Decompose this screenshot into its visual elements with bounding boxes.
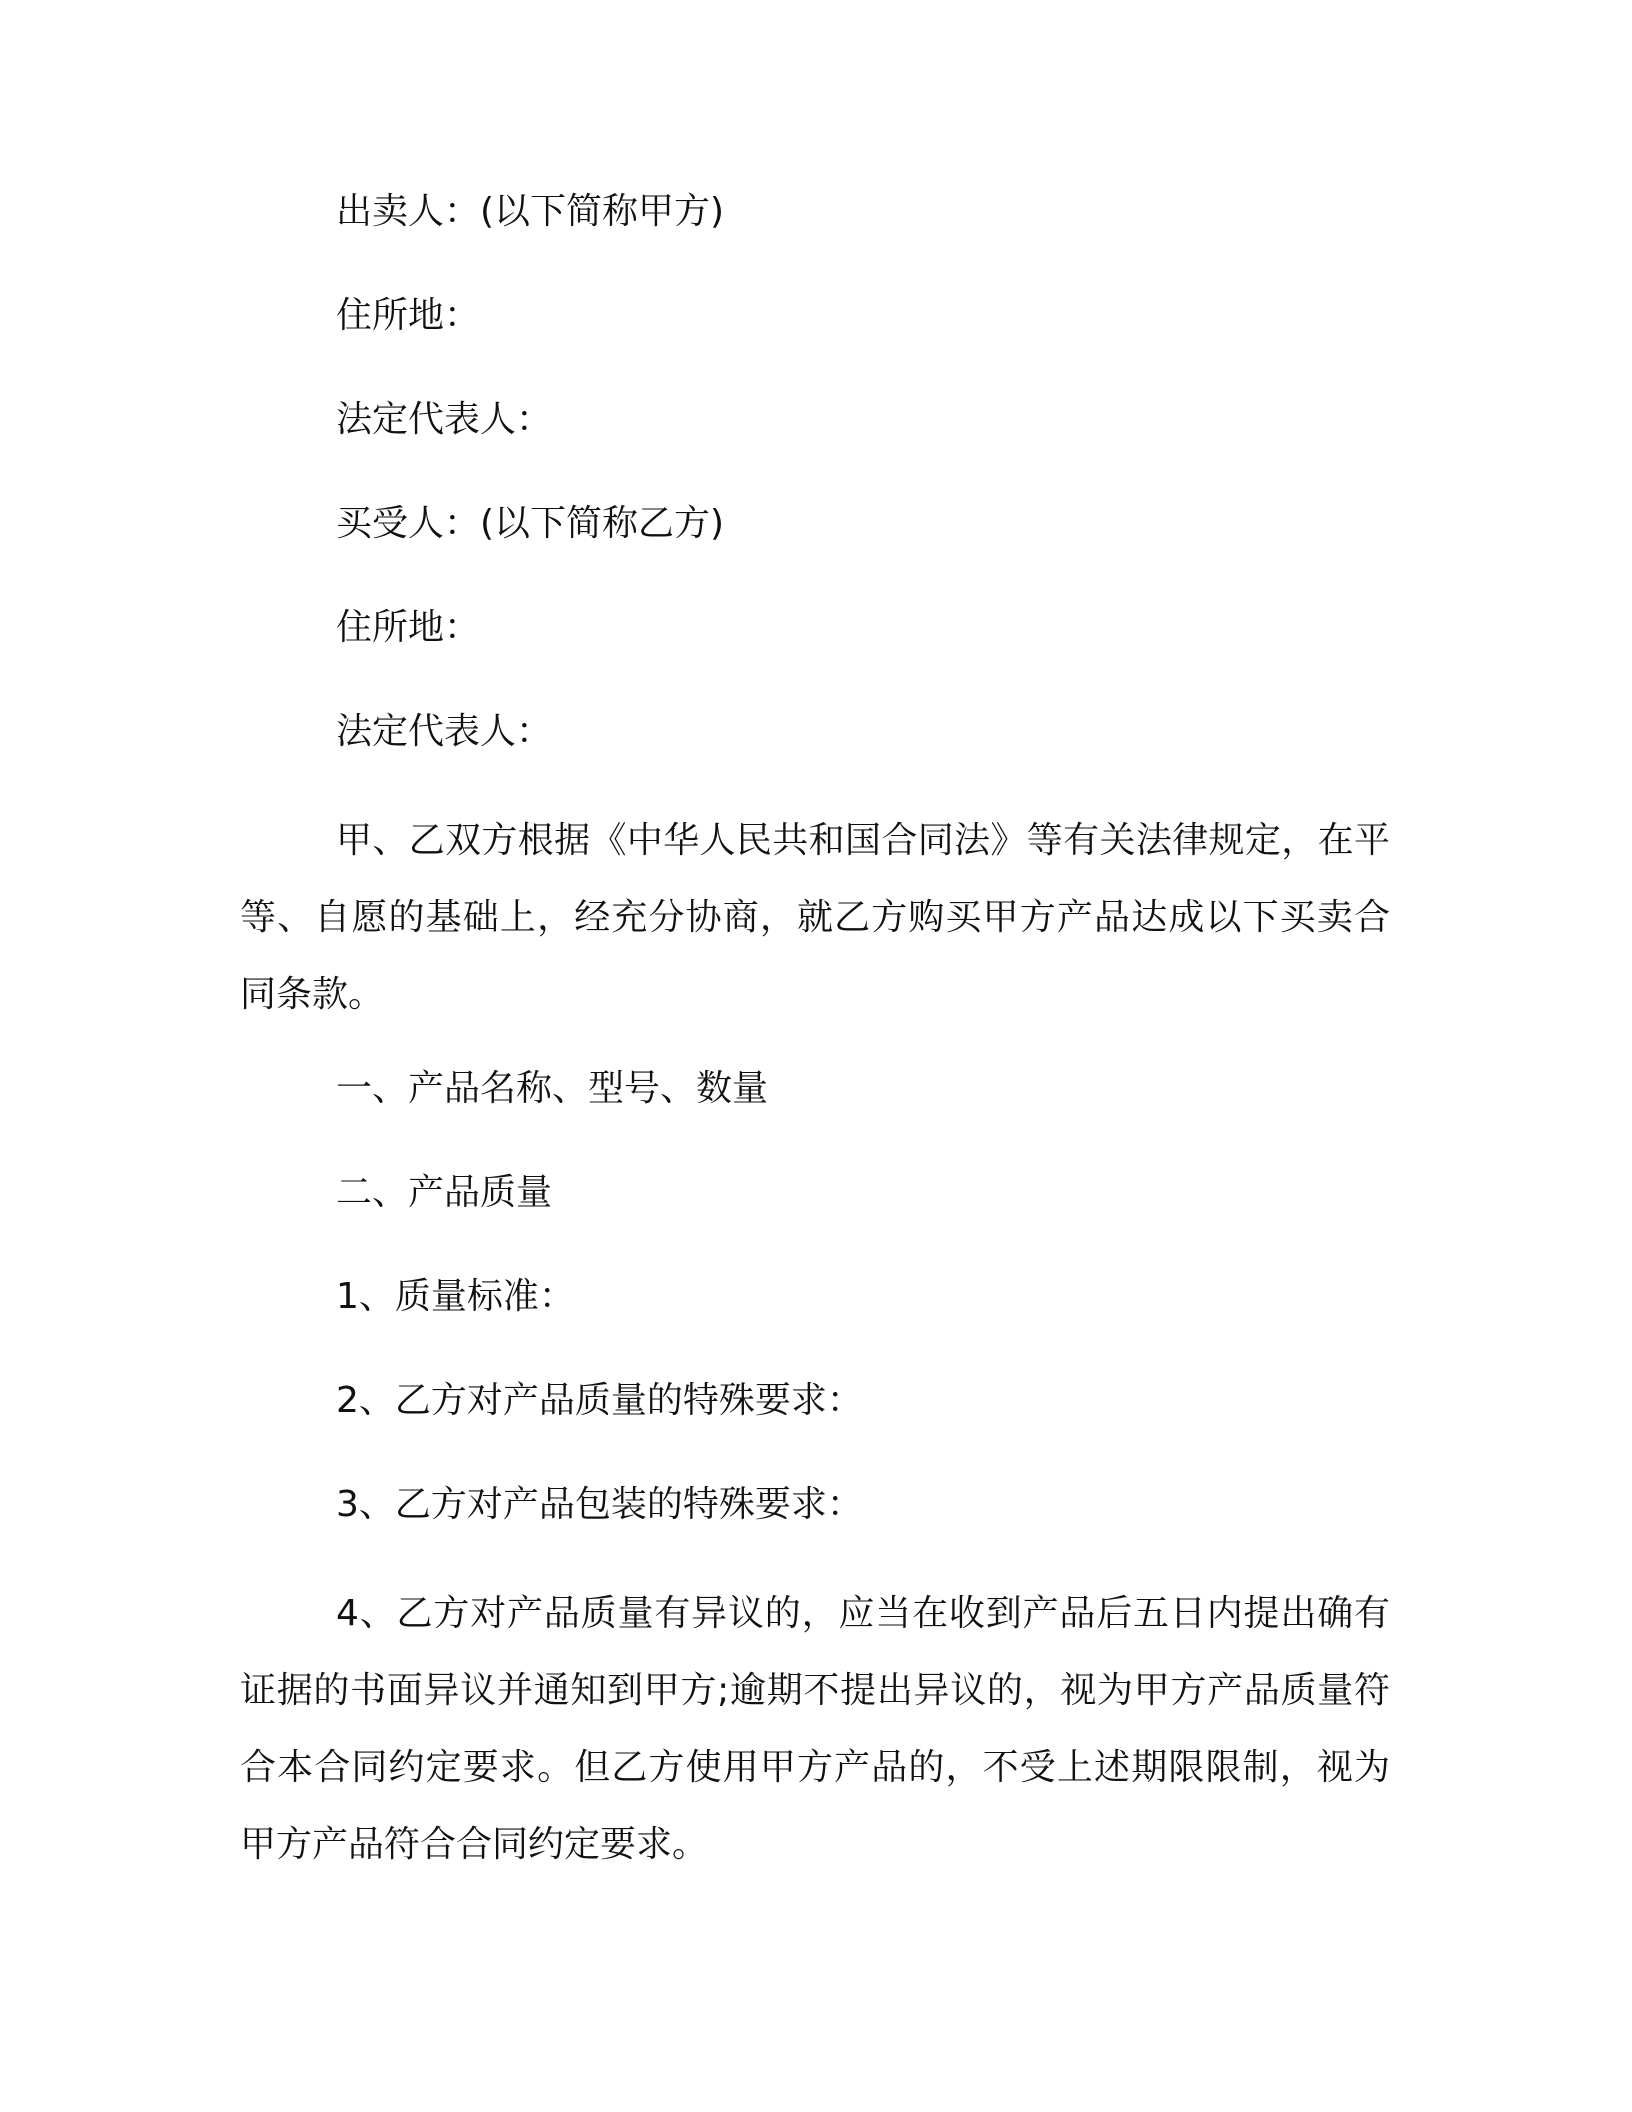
buyer-address-line: 住所地： <box>336 607 481 648</box>
quality-standard-item: 1、质量标准： <box>336 1276 575 1317</box>
intro-paragraph: 甲、乙双方根据《中华人民共和国合同法》等有关法律规定，在平等、自愿的基础上，经充分协商，就乙方购买甲方产品达成以下买卖合同条款。 <box>240 820 1390 1015</box>
special-packaging-requirement-item: 3、乙方对产品包装的特殊要求： <box>336 1484 863 1525</box>
quality-objection-paragraph: 4、乙方对产品质量有异议的，应当在收到产品后五日内提出确有证据的书面异议并通知到甲方;逾期不提出异议的，视为甲方产品质量符合本合同约定要求。但乙方使用甲方产品的，不受上述期限限制，视为甲方产品符合合同约定要求。 <box>240 1593 1390 1865</box>
seller-address-line: 住所地： <box>336 295 481 336</box>
seller-line: 出卖人：(以下简称甲方) <box>336 191 725 232</box>
section-product-quality: 二、产品质量 <box>336 1172 553 1213</box>
buyer-representative-line: 法定代表人： <box>336 711 553 752</box>
section-product-name: 一、产品名称、型号、数量 <box>336 1068 769 1109</box>
special-quality-requirement-item: 2、乙方对产品质量的特殊要求： <box>336 1380 863 1421</box>
seller-representative-line: 法定代表人： <box>336 399 553 440</box>
buyer-line: 买受人：(以下简称乙方) <box>336 503 725 544</box>
contract-body <box>240 186 1390 1907</box>
